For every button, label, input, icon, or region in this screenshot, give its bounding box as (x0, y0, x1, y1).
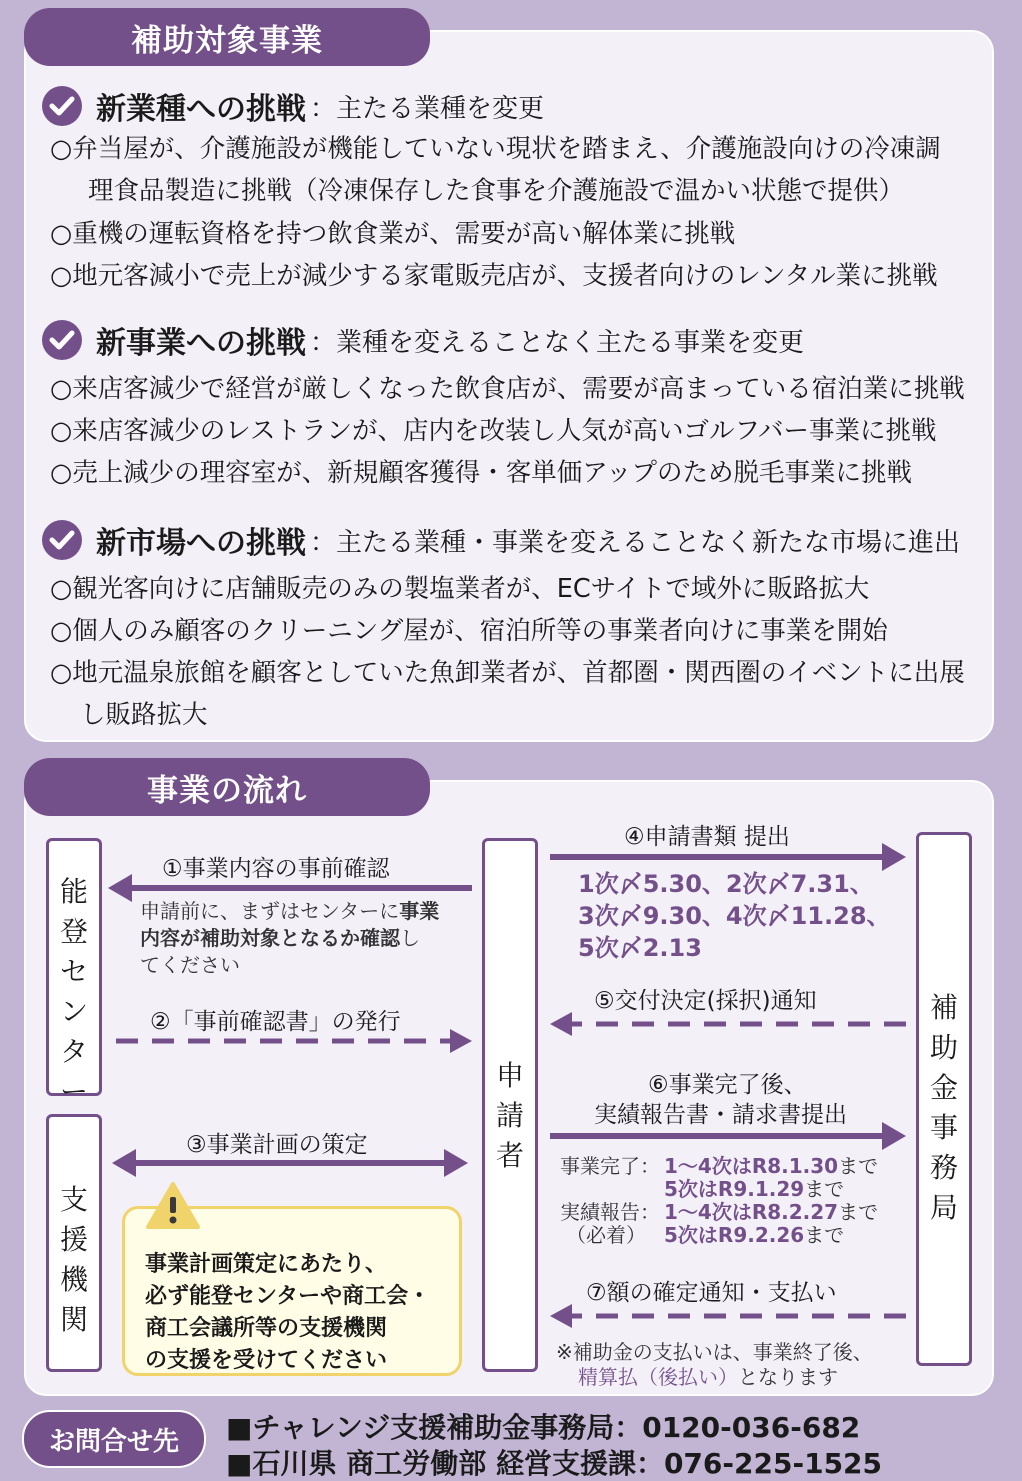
section-title-target: 補助対象事業 (24, 8, 430, 66)
list-item: ○個人のみ顧客のクリーニング屋が、宿泊所等の事業者向けに事業を開始 (50, 616, 888, 646)
arrowhead-step3-right (444, 1149, 468, 1177)
notice-line: 商工会議所等の支援機関 (145, 1316, 388, 1341)
office-label: 補助金事務局 (929, 991, 958, 1224)
category-title: 新事業への挑戦 (96, 326, 306, 361)
noto-center-label: 能登センター (59, 875, 88, 1108)
list-item: ○来店客減少で経営が厳しくなった飲食店が、需要が高まっている宿泊業に挑戦 (50, 374, 965, 404)
notice-text (145, 1249, 430, 1377)
step5-label: ⑤交付決定(採択)通知 (594, 988, 817, 1014)
footnote-a: ※補助金の支払いは、事業終了後、 (556, 1340, 873, 1364)
step3-label: ③事業計画の策定 (186, 1132, 368, 1158)
arrowhead-step1 (108, 874, 132, 902)
list-item: し販路拡大 (80, 700, 208, 730)
support-org-label: 支援機関 (59, 1183, 88, 1336)
notice-line: 事業計画策定にあたり、 (145, 1252, 388, 1277)
step1-note-c: 内容が補助対象となるか確認 (140, 926, 400, 950)
arrowhead-step5 (550, 1012, 572, 1036)
section-title-flow: 事業の流れ (24, 758, 430, 816)
step1-note-a: 申請前に、まずはセンターに (140, 899, 400, 923)
contact-line-1: ■チャレンジ支援補助金事務局：0120-036-682 (226, 1411, 861, 1444)
contact-line-2: ■石川県 商工労働部 経営支援課：076-225-1525 (226, 1447, 883, 1480)
list-item: ○観光客向けに店舗販売のみの製塩業者が、ECサイトで域外に販路拡大 (50, 574, 870, 604)
arrowhead-step4 (882, 843, 906, 871)
report-date-2 (664, 1219, 844, 1248)
notice-box (122, 1206, 462, 1376)
list-item: 理食品製造に挑戦（冷凍保存した食事を介護施設で温かい状態で提供） (88, 176, 905, 206)
category-desc: ：業種を変えることなく主たる事業を変更 (310, 327, 805, 358)
arrowhead-step6 (882, 1122, 906, 1150)
deadline-line: 1次〆5.30、2次〆7.31、 (578, 870, 874, 898)
list-item: ○売上減少の理容室が、新規顧客獲得・客単価アップのため脱毛事業に挑戦 (50, 458, 912, 488)
category-title: 新市場への挑戦 (96, 526, 306, 561)
complete-label: 事業完了： (560, 1154, 660, 1178)
notice-line: の支援を受けてください (145, 1348, 388, 1373)
step1-note (140, 898, 439, 979)
warning-icon (145, 1181, 201, 1231)
footnote-c: となります (738, 1365, 838, 1389)
arrowhead-step3-left (112, 1149, 136, 1177)
report-sub: （必着） (566, 1223, 646, 1247)
made-2: まで (804, 1177, 845, 1201)
step6-label-a: ⑥事業完了後、 (648, 1072, 807, 1098)
report-1: 1～4次はR8.2.27 (664, 1200, 839, 1224)
arrowhead-step7 (550, 1304, 572, 1328)
step1-note-e: てください (140, 953, 240, 977)
list-item: ○弁当屋が、介護施設が機能していない現状を踏まえ、介護施設向けの冷凍調 (50, 134, 941, 164)
deadline-line: 3次〆9.30、4次〆11.28、 (578, 902, 891, 930)
arrowhead-step2 (450, 1029, 472, 1053)
step2-label: ②「事前確認書」の発行 (150, 1009, 401, 1035)
step1-note-b: 事業 (399, 899, 440, 923)
notice-line: 必ず能登センターや商工会・ (145, 1284, 431, 1309)
complete-2: 5次はR9.1.29 (664, 1177, 805, 1201)
contact-label: お問合せ先 (22, 1410, 206, 1468)
deadline-line: 5次〆2.13 (578, 934, 702, 962)
deadline-list (578, 868, 891, 964)
list-item: ○来店客減少のレストランが、店内を改装し人気が高いゴルフバー事業に挑戦 (50, 416, 937, 446)
step1-label: ①事業内容の事前確認 (162, 856, 390, 882)
made-3: まで (838, 1200, 879, 1224)
category-desc: ：主たる業種を変更 (310, 93, 545, 124)
footnote-b: 精算払（後払い） (578, 1365, 738, 1389)
report-2: 5次はR9.2.26 (664, 1223, 805, 1247)
complete-1: 1～4次はR8.1.30 (664, 1154, 839, 1178)
category-desc: ：主たる業種・事業を変えることなく新たな市場に進出 (310, 527, 961, 558)
made-4: まで (804, 1223, 845, 1247)
list-item: ○地元客減小で売上が減少する家電販売店が、支援者向けのレンタル業に挑戦 (50, 261, 938, 291)
step7-label: ⑦額の確定通知・支払い (586, 1280, 837, 1306)
report-label: 実績報告： (560, 1200, 660, 1224)
step1-note-d: し (400, 926, 420, 950)
footnote (556, 1340, 873, 1390)
step6-label-b: 実績報告書・請求書提出 (594, 1102, 847, 1128)
list-item: ○地元温泉旅館を顧客としていた魚卸業者が、首都圏・関西圏のイベントに出展 (50, 658, 965, 688)
category-title: 新業種への挑戦 (96, 92, 306, 127)
applicant-label: 申請者 (495, 1059, 524, 1172)
step4-label: ④申請書類 提出 (624, 824, 790, 850)
made-1: まで (838, 1154, 879, 1178)
list-item: ○重機の運転資格を持つ飲食業が、需要が高い解体業に挑戦 (50, 219, 736, 249)
